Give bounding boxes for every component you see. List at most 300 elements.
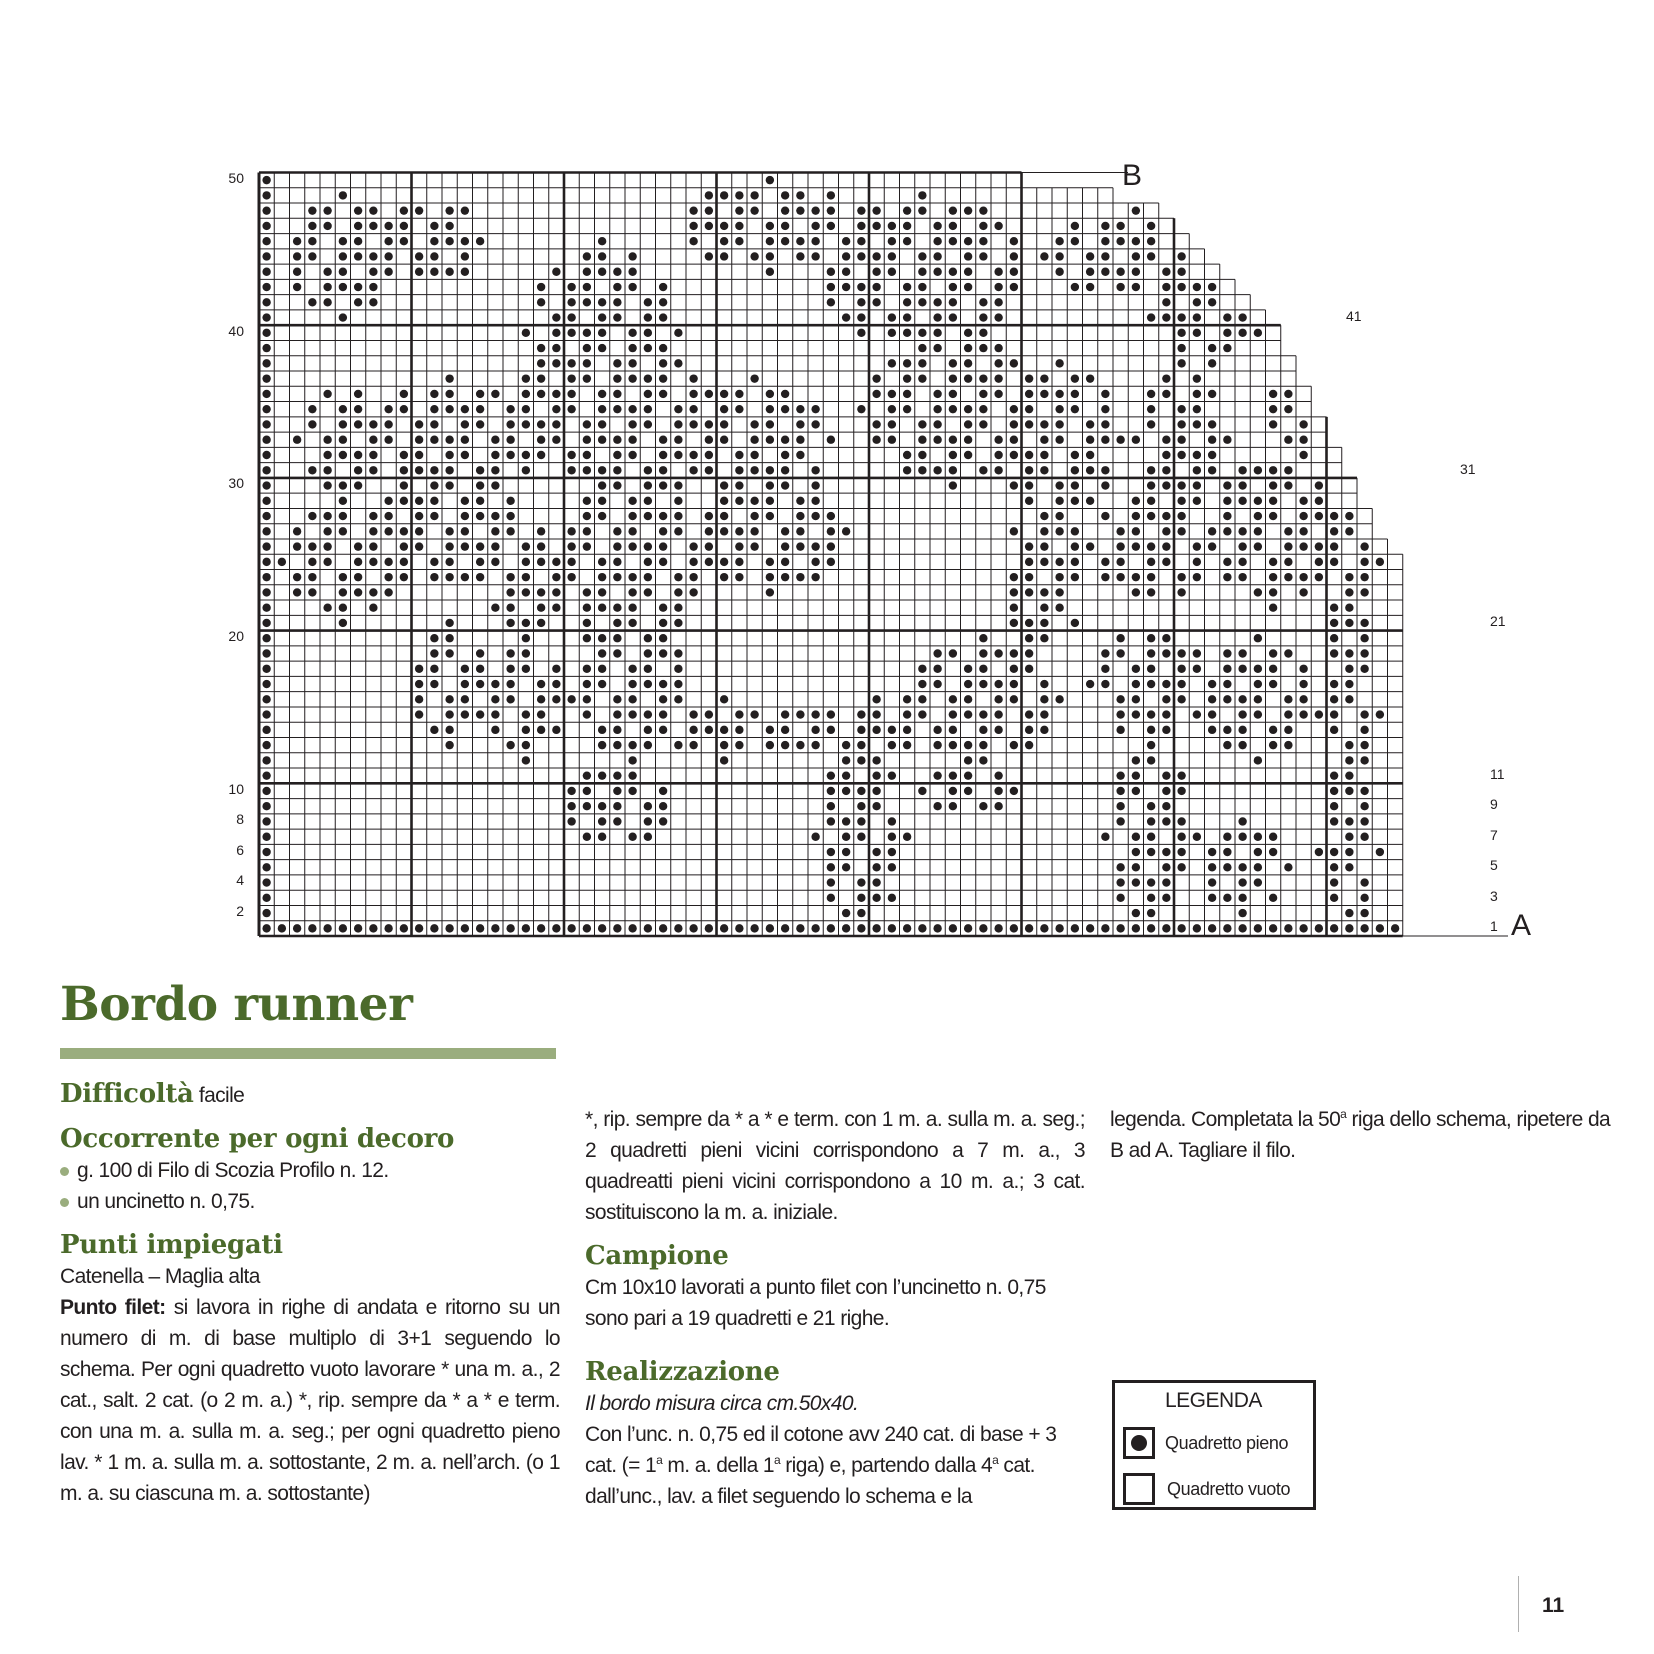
filled-cell-dot (1055, 237, 1063, 245)
filled-cell-dot (1345, 527, 1353, 535)
filled-cell-dot (1360, 710, 1368, 718)
filled-cell-dot (766, 573, 774, 581)
filled-cell-dot (262, 527, 270, 535)
filled-cell-dot (888, 833, 896, 841)
filled-cell-dot (598, 665, 606, 673)
filled-cell-dot (964, 252, 972, 260)
filled-cell-dot (918, 283, 926, 291)
filled-cell-dot (1010, 787, 1018, 795)
filled-cell-dot (583, 268, 591, 276)
filled-cell-dot (811, 833, 819, 841)
filled-cell-dot (552, 405, 560, 413)
axis-label-right-1: 1 (1490, 918, 1498, 934)
filled-cell-dot (689, 710, 697, 718)
filled-cell-dot (552, 313, 560, 321)
filled-cell-dot (1345, 833, 1353, 841)
page-title: Bordo runner (60, 977, 413, 1032)
filled-cell-dot (415, 710, 423, 718)
filled-cell-dot (354, 924, 362, 932)
filled-cell-dot (659, 298, 667, 306)
filled-cell-dot (766, 420, 774, 428)
filled-cell-dot (476, 481, 484, 489)
filled-cell-dot (506, 680, 514, 688)
filled-cell-dot (567, 283, 575, 291)
filled-cell-dot (430, 680, 438, 688)
filled-cell-dot (888, 771, 896, 779)
filled-cell-dot (262, 802, 270, 810)
making-text-part: legenda. Completata la 50 (1110, 1108, 1341, 1131)
filled-cell-dot (827, 191, 835, 199)
filled-cell-dot (1284, 863, 1292, 871)
filled-cell-dot (1086, 680, 1094, 688)
filled-cell-dot (994, 436, 1002, 444)
filled-cell-dot (674, 649, 682, 657)
filled-cell-dot (857, 206, 865, 214)
filled-cell-dot (461, 665, 469, 673)
filled-cell-dot (445, 481, 453, 489)
filled-cell-dot (613, 558, 621, 566)
filled-cell-dot (506, 695, 514, 703)
filled-cell-dot (1177, 771, 1185, 779)
filled-cell-dot (583, 420, 591, 428)
filled-cell-dot (705, 924, 713, 932)
filled-cell-dot (613, 374, 621, 382)
filled-cell-dot (1223, 558, 1231, 566)
filled-cell-dot (1055, 436, 1063, 444)
filled-cell-dot (522, 573, 530, 581)
filled-cell-dot (278, 924, 286, 932)
filled-cell-dot (888, 741, 896, 749)
filled-cell-dot (278, 558, 286, 566)
filled-cell-dot (842, 527, 850, 535)
filled-cell-dot (903, 283, 911, 291)
filled-cell-dot (674, 436, 682, 444)
filled-cell-dot (735, 466, 743, 474)
filled-cell-dot (888, 390, 896, 398)
filled-cell-dot (1086, 466, 1094, 474)
filled-cell-dot (522, 451, 530, 459)
filled-cell-dot (766, 481, 774, 489)
filled-cell-dot (674, 359, 682, 367)
filled-cell-dot (796, 741, 804, 749)
filled-cell-dot (1132, 771, 1140, 779)
filled-cell-dot (1010, 924, 1018, 932)
filled-cell-dot (903, 313, 911, 321)
filled-cell-dot (1101, 665, 1109, 673)
filled-cell-dot (949, 741, 957, 749)
filled-cell-dot (583, 619, 591, 627)
filled-cell-dot (827, 848, 835, 856)
filled-cell-dot (1360, 649, 1368, 657)
filled-cell-dot (1360, 619, 1368, 627)
filled-cell-dot (598, 237, 606, 245)
filled-cell-dot (491, 390, 499, 398)
filled-cell-dot (613, 802, 621, 810)
filled-cell-dot (552, 359, 560, 367)
filled-cell-dot (827, 542, 835, 550)
filled-cell-dot (1010, 405, 1018, 413)
filled-cell-dot (491, 680, 499, 688)
filled-cell-dot (552, 588, 560, 596)
filled-cell-dot (339, 603, 347, 611)
filled-cell-dot (1223, 527, 1231, 535)
filled-cell-dot (949, 268, 957, 276)
filled-cell-dot (491, 451, 499, 459)
filled-cell-dot (659, 313, 667, 321)
filled-cell-dot (293, 283, 301, 291)
filled-cell-dot (644, 512, 652, 520)
making-text (585, 1419, 1085, 1512)
filled-cell-dot (659, 527, 667, 535)
filled-cell-dot (384, 558, 392, 566)
filled-cell-dot (644, 833, 652, 841)
filled-cell-dot (1147, 710, 1155, 718)
filled-cell-dot (674, 329, 682, 337)
filled-cell-dot (644, 481, 652, 489)
filled-cell-dot (720, 222, 728, 230)
filled-cell-dot (628, 665, 636, 673)
filled-cell-dot (659, 695, 667, 703)
filled-cell-dot (1360, 756, 1368, 764)
filled-cell-dot (766, 252, 774, 260)
filled-cell-dot (461, 512, 469, 520)
filled-cell-dot (1116, 268, 1124, 276)
filled-cell-dot (1193, 420, 1201, 428)
filled-cell-dot (979, 802, 987, 810)
filled-cell-dot (583, 359, 591, 367)
filled-cell-dot (796, 527, 804, 535)
filled-cell-dot (1330, 894, 1338, 902)
filled-cell-dot (949, 313, 957, 321)
filled-cell-dot (1330, 878, 1338, 886)
filled-cell-dot (796, 924, 804, 932)
filled-cell-dot (262, 329, 270, 337)
filled-cell-dot (491, 481, 499, 489)
filled-cell-dot (415, 680, 423, 688)
filled-cell-dot (1116, 878, 1124, 886)
filled-cell-dot (567, 527, 575, 535)
filled-cell-dot (1177, 252, 1185, 260)
filled-cell-dot (1254, 924, 1262, 932)
filled-cell-dot (1147, 802, 1155, 810)
filled-cell-dot (293, 268, 301, 276)
filled-cell-dot (735, 390, 743, 398)
filled-cell-dot (827, 924, 835, 932)
filled-cell-dot (1040, 512, 1048, 520)
filled-cell-dot (628, 619, 636, 627)
filled-cell-dot (659, 481, 667, 489)
filled-cell-dot (506, 924, 514, 932)
filled-cell-dot (781, 451, 789, 459)
filled-cell-dot (1360, 634, 1368, 642)
filled-cell-dot (933, 420, 941, 428)
filled-cell-dot (1269, 481, 1277, 489)
filled-cell-dot (1147, 405, 1155, 413)
filled-cell-dot (628, 268, 636, 276)
filled-cell-dot (1147, 665, 1155, 673)
filled-cell-dot (613, 619, 621, 627)
filled-cell-dot (1315, 573, 1323, 581)
filled-cell-dot (461, 710, 469, 718)
filled-cell-dot (933, 268, 941, 276)
filled-cell-dot (262, 405, 270, 413)
filled-cell-dot (262, 924, 270, 932)
filled-cell-dot (476, 420, 484, 428)
filled-cell-dot (552, 695, 560, 703)
filled-cell-dot (1177, 649, 1185, 657)
filled-cell-dot (857, 726, 865, 734)
filled-cell-dot (1360, 894, 1368, 902)
filled-cell-dot (262, 741, 270, 749)
filled-cell-dot (339, 313, 347, 321)
filled-cell-dot (1269, 894, 1277, 902)
filled-cell-dot (918, 787, 926, 795)
filled-cell-dot (628, 756, 636, 764)
filled-cell-dot (262, 603, 270, 611)
filled-cell-dot (430, 420, 438, 428)
filled-cell-dot (1132, 833, 1140, 841)
legend-box (1112, 1380, 1316, 1510)
filled-cell-dot (598, 573, 606, 581)
filled-cell-dot (1238, 542, 1246, 550)
filled-cell-dot (1101, 237, 1109, 245)
filled-cell-dot (1330, 817, 1338, 825)
filled-cell-dot (1208, 283, 1216, 291)
filled-cell-dot (964, 451, 972, 459)
filled-cell-dot (354, 481, 362, 489)
filled-cell-dot (720, 191, 728, 199)
filled-cell-dot (994, 802, 1002, 810)
filled-cell-dot (705, 527, 713, 535)
filled-cell-dot (537, 603, 545, 611)
filled-cell-dot (1147, 924, 1155, 932)
filled-cell-dot (766, 512, 774, 520)
filled-cell-dot (735, 573, 743, 581)
filled-cell-dot (293, 527, 301, 535)
filled-cell-dot (506, 741, 514, 749)
filled-cell-dot (827, 894, 835, 902)
filled-cell-dot (766, 726, 774, 734)
filled-cell-dot (1025, 390, 1033, 398)
filled-cell-dot (964, 237, 972, 245)
filled-cell-dot (262, 588, 270, 596)
filled-cell-dot (1132, 695, 1140, 703)
filled-cell-dot (415, 206, 423, 214)
filled-cell-dot (674, 451, 682, 459)
filled-cell-dot (598, 802, 606, 810)
filled-cell-dot (1177, 329, 1185, 337)
filled-cell-dot (354, 542, 362, 550)
filled-cell-dot (430, 649, 438, 657)
filled-cell-dot (613, 741, 621, 749)
filled-cell-dot (384, 497, 392, 505)
filled-cell-dot (888, 268, 896, 276)
filled-cell-dot (781, 558, 789, 566)
filled-cell-dot (674, 924, 682, 932)
filled-cell-dot (735, 924, 743, 932)
filled-cell-dot (262, 787, 270, 795)
filled-cell-dot (979, 313, 987, 321)
filled-cell-dot (827, 512, 835, 520)
filled-cell-dot (1147, 894, 1155, 902)
filled-cell-dot (415, 420, 423, 428)
filled-cell-dot (537, 344, 545, 352)
filled-cell-dot (872, 695, 880, 703)
filled-cell-dot (735, 451, 743, 459)
filled-cell-dot (1101, 268, 1109, 276)
filled-cell-dot (720, 237, 728, 245)
filled-cell-dot (613, 726, 621, 734)
legend-empty-label: Quadretto vuoto (1167, 1478, 1291, 1499)
filled-cell-dot (1238, 649, 1246, 657)
filled-cell-dot (659, 726, 667, 734)
filled-cell-dot (1193, 313, 1201, 321)
filled-cell-dot (1071, 237, 1079, 245)
filled-cell-dot (323, 283, 331, 291)
filled-cell-dot (552, 573, 560, 581)
filled-cell-dot (598, 833, 606, 841)
filled-cell-dot (659, 451, 667, 459)
filled-cell-dot (262, 313, 270, 321)
filled-cell-dot (1101, 512, 1109, 520)
filled-cell-dot (613, 283, 621, 291)
filled-cell-dot (354, 222, 362, 230)
filled-cell-dot (1071, 390, 1079, 398)
filled-cell-dot (735, 710, 743, 718)
making-text-part: riga dello schema, ripetere da B ad A. Tagliare il filo. (1110, 1108, 1611, 1162)
filled-cell-dot (735, 237, 743, 245)
filled-cell-dot (598, 726, 606, 734)
filled-cell-dot (308, 542, 316, 550)
filled-cell-dot (1162, 313, 1170, 321)
filled-cell-dot (857, 756, 865, 764)
filled-cell-dot (461, 573, 469, 581)
filled-cell-dot (354, 558, 362, 566)
filled-cell-dot (857, 298, 865, 306)
filled-cell-dot (674, 695, 682, 703)
filled-cell-dot (445, 222, 453, 230)
filled-cell-dot (1101, 833, 1109, 841)
filled-cell-dot (720, 527, 728, 535)
filled-cell-dot (1010, 436, 1018, 444)
filled-cell-dot (1132, 924, 1140, 932)
filled-cell-dot (537, 298, 545, 306)
filled-cell-dot (1223, 833, 1231, 841)
filled-cell-dot (445, 542, 453, 550)
filled-cell-dot (964, 771, 972, 779)
filled-cell-dot (583, 787, 591, 795)
filled-cell-dot (1208, 542, 1216, 550)
filled-cell-dot (1025, 374, 1033, 382)
filled-cell-dot (583, 252, 591, 260)
filled-cell-dot (1162, 268, 1170, 276)
filled-cell-dot (567, 558, 575, 566)
filled-cell-dot (598, 558, 606, 566)
filled-cell-dot (567, 695, 575, 703)
filled-cell-dot (720, 726, 728, 734)
filled-cell-dot (583, 436, 591, 444)
filled-cell-dot (598, 649, 606, 657)
filled-cell-dot (1162, 863, 1170, 871)
filled-cell-dot (1345, 665, 1353, 673)
filled-cell-dot (1071, 558, 1079, 566)
filled-cell-dot (1101, 390, 1109, 398)
filled-cell-dot (689, 924, 697, 932)
filled-cell-dot (1299, 542, 1307, 550)
filled-cell-dot (1162, 512, 1170, 520)
filled-cell-dot (1238, 863, 1246, 871)
filled-cell-dot (613, 390, 621, 398)
filled-cell-dot (339, 451, 347, 459)
filled-cell-dot (339, 497, 347, 505)
filled-cell-dot (522, 420, 530, 428)
filled-cell-dot (1010, 649, 1018, 657)
filled-cell-dot (781, 710, 789, 718)
material-item (60, 1186, 560, 1217)
filled-cell-dot (1116, 237, 1124, 245)
filled-cell-dot (857, 924, 865, 932)
filled-cell-dot (918, 252, 926, 260)
filled-cell-dot (857, 237, 865, 245)
filled-cell-dot (1055, 573, 1063, 581)
filled-cell-dot (689, 726, 697, 734)
filled-cell-dot (628, 588, 636, 596)
filled-cell-dot (872, 726, 880, 734)
filled-cell-dot (583, 695, 591, 703)
filled-cell-dot (994, 374, 1002, 382)
axis-label-left-10: 10 (228, 781, 244, 797)
filled-cell-dot (659, 710, 667, 718)
filled-cell-dot (339, 283, 347, 291)
filled-cell-dot (1162, 298, 1170, 306)
filled-cell-dot (781, 405, 789, 413)
filled-cell-dot (918, 359, 926, 367)
filled-cell-dot (1238, 313, 1246, 321)
filled-cell-dot (491, 924, 499, 932)
filled-cell-dot (766, 390, 774, 398)
axis-label-left-40: 40 (228, 323, 244, 339)
filled-cell-dot (1223, 665, 1231, 673)
filled-cell-dot (1162, 878, 1170, 886)
filled-cell-dot (1177, 665, 1185, 673)
filled-cell-dot (1055, 359, 1063, 367)
filled-cell-dot (1132, 680, 1140, 688)
filled-cell-dot (1040, 588, 1048, 596)
filled-cell-dot (1299, 420, 1307, 428)
filled-cell-dot (979, 374, 987, 382)
filled-cell-dot (872, 206, 880, 214)
bullet-icon (60, 1198, 69, 1207)
filled-cell-dot (674, 405, 682, 413)
filled-cell-dot (949, 802, 957, 810)
filled-cell-dot (1055, 405, 1063, 413)
filled-cell-dot (674, 420, 682, 428)
filled-cell-dot (369, 252, 377, 260)
filled-cell-dot (1132, 527, 1140, 535)
filled-cell-dot (262, 833, 270, 841)
filled-cell-dot (1162, 787, 1170, 795)
filled-cell-dot (461, 527, 469, 535)
filled-cell-dot (1147, 588, 1155, 596)
filled-cell-dot (1330, 542, 1338, 550)
filled-cell-dot (445, 695, 453, 703)
filled-cell-dot (1010, 481, 1018, 489)
filled-cell-dot (1162, 451, 1170, 459)
filled-cell-dot (537, 558, 545, 566)
filled-cell-dot (1193, 649, 1201, 657)
filled-cell-dot (994, 298, 1002, 306)
filled-cell-dot (262, 176, 270, 184)
